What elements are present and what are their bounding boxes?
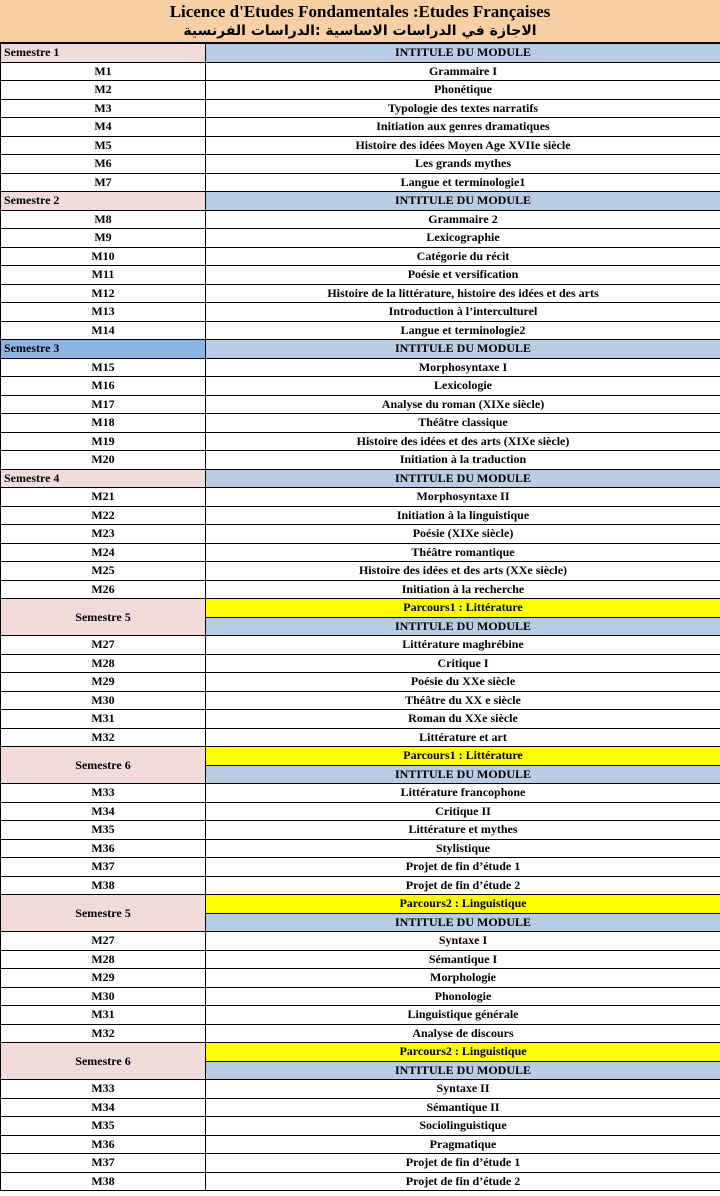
module-code: M1 xyxy=(1,62,206,81)
module-code: M27 xyxy=(1,932,206,951)
module-code: M10 xyxy=(1,247,206,266)
module-name: Initiation à la traduction xyxy=(206,451,720,470)
module-row xyxy=(1,1154,720,1173)
semester-label: Semestre 5 xyxy=(1,599,206,636)
module-code: M25 xyxy=(1,562,206,581)
module-row xyxy=(1,876,720,895)
module-row xyxy=(1,414,720,433)
module-row xyxy=(1,303,720,322)
module-row xyxy=(1,506,720,525)
modules-table xyxy=(0,43,720,1191)
module-code: M13 xyxy=(1,303,206,322)
module-name: Initiation aux genres dramatiques xyxy=(206,118,720,137)
module-row xyxy=(1,377,720,396)
module-name: Sociolinguistique xyxy=(206,1117,720,1136)
module-row xyxy=(1,1098,720,1117)
module-code: M23 xyxy=(1,525,206,544)
module-row xyxy=(1,1117,720,1136)
module-code: M28 xyxy=(1,950,206,969)
module-code: M32 xyxy=(1,728,206,747)
module-name: Projet de fin d’étude 2 xyxy=(206,1172,720,1191)
module-header: INTITULE DU MODULE xyxy=(206,44,720,63)
module-code: M16 xyxy=(1,377,206,396)
module-code: M6 xyxy=(1,155,206,174)
semester-label: Semestre 6 xyxy=(1,1043,206,1080)
module-name: Théâtre classique xyxy=(206,414,720,433)
module-row xyxy=(1,1080,720,1099)
module-code: M30 xyxy=(1,691,206,710)
module-name: Syntaxe I xyxy=(206,932,720,951)
module-name: Sémantique I xyxy=(206,950,720,969)
module-name: Littérature maghrébine xyxy=(206,636,720,655)
module-name: Sémantique II xyxy=(206,1098,720,1117)
module-row xyxy=(1,1024,720,1043)
module-row xyxy=(1,136,720,155)
module-code: M22 xyxy=(1,506,206,525)
module-row xyxy=(1,543,720,562)
module-row xyxy=(1,432,720,451)
module-row xyxy=(1,821,720,840)
module-header: INTITULE DU MODULE xyxy=(206,913,720,932)
module-name: Pragmatique xyxy=(206,1135,720,1154)
module-code: M38 xyxy=(1,1172,206,1191)
module-row xyxy=(1,81,720,100)
module-code: M24 xyxy=(1,543,206,562)
module-row xyxy=(1,839,720,858)
module-name: Poésie et versification xyxy=(206,266,720,285)
module-row xyxy=(1,728,720,747)
semester-label: Semestre 3 xyxy=(1,340,206,359)
module-name: Histoire des idées Moyen Age XVIIe siècle xyxy=(206,136,720,155)
module-name: Projet de fin d’étude 1 xyxy=(206,858,720,877)
module-row xyxy=(1,488,720,507)
module-name: Théâtre du XX e siècle xyxy=(206,691,720,710)
module-row xyxy=(1,691,720,710)
module-row xyxy=(1,784,720,803)
module-code: M4 xyxy=(1,118,206,137)
module-code: M12 xyxy=(1,284,206,303)
semester-row xyxy=(1,469,720,488)
module-name: Linguistique générale xyxy=(206,1006,720,1025)
module-name: Critique I xyxy=(206,654,720,673)
semester-row xyxy=(1,192,720,211)
page-header xyxy=(0,0,720,43)
module-header: INTITULE DU MODULE xyxy=(206,192,720,211)
parcours-label: Parcours2 : Linguistique xyxy=(206,1043,720,1062)
module-row xyxy=(1,247,720,266)
module-code: M26 xyxy=(1,580,206,599)
parcours-label: Parcours1 : Littérature xyxy=(206,599,720,618)
module-row xyxy=(1,525,720,544)
module-name: Catégorie du récit xyxy=(206,247,720,266)
module-code: M28 xyxy=(1,654,206,673)
module-row xyxy=(1,673,720,692)
module-row xyxy=(1,1172,720,1191)
module-name: Lexicologie xyxy=(206,377,720,396)
module-name: Grammaire 2 xyxy=(206,210,720,229)
module-name: Langue et terminologie1 xyxy=(206,173,720,192)
modules-table-body xyxy=(1,44,720,1191)
module-code: M11 xyxy=(1,266,206,285)
module-code: M21 xyxy=(1,488,206,507)
module-code: M9 xyxy=(1,229,206,248)
module-code: M30 xyxy=(1,987,206,1006)
semester-row xyxy=(1,599,720,618)
module-name: Morphologie xyxy=(206,969,720,988)
module-name: Poésie (XIXe siècle) xyxy=(206,525,720,544)
module-name: Analyse de discours xyxy=(206,1024,720,1043)
module-code: M19 xyxy=(1,432,206,451)
parcours-label: Parcours1 : Littérature xyxy=(206,747,720,766)
module-code: M32 xyxy=(1,1024,206,1043)
module-row xyxy=(1,395,720,414)
module-code: M36 xyxy=(1,839,206,858)
module-row xyxy=(1,580,720,599)
module-name: Histoire des idées et des arts (XIXe siècle) xyxy=(206,432,720,451)
module-name: Critique II xyxy=(206,802,720,821)
module-code: M7 xyxy=(1,173,206,192)
module-name: Analyse du roman (XIXe siècle) xyxy=(206,395,720,414)
module-name: Typologie des textes narratifs xyxy=(206,99,720,118)
module-name: Les grands mythes xyxy=(206,155,720,174)
module-row xyxy=(1,173,720,192)
module-header: INTITULE DU MODULE xyxy=(206,617,720,636)
module-row xyxy=(1,451,720,470)
module-row xyxy=(1,858,720,877)
module-row xyxy=(1,710,720,729)
module-name: Initiation à la linguistique xyxy=(206,506,720,525)
module-code: M33 xyxy=(1,784,206,803)
module-row xyxy=(1,950,720,969)
semester-label: Semestre 2 xyxy=(1,192,206,211)
module-name: Langue et terminologie2 xyxy=(206,321,720,340)
module-code: M37 xyxy=(1,858,206,877)
module-row xyxy=(1,284,720,303)
module-code: M5 xyxy=(1,136,206,155)
module-row xyxy=(1,562,720,581)
module-row xyxy=(1,321,720,340)
module-name: Poésie du XXe siècle xyxy=(206,673,720,692)
semester-label: Semestre 1 xyxy=(1,44,206,63)
module-code: M29 xyxy=(1,673,206,692)
module-code: M31 xyxy=(1,1006,206,1025)
module-row xyxy=(1,1135,720,1154)
parcours-label: Parcours2 : Linguistique xyxy=(206,895,720,914)
module-code: M35 xyxy=(1,821,206,840)
module-name: Stylistique xyxy=(206,839,720,858)
module-name: Littérature et mythes xyxy=(206,821,720,840)
module-row xyxy=(1,802,720,821)
module-code: M31 xyxy=(1,710,206,729)
module-name: Lexicographie xyxy=(206,229,720,248)
semester-label: Semestre 5 xyxy=(1,895,206,932)
module-name: Morphosyntaxe II xyxy=(206,488,720,507)
module-name: Histoire des idées et des arts (XXe siècle) xyxy=(206,562,720,581)
module-code: M34 xyxy=(1,1098,206,1117)
module-name: Initiation à la recherche xyxy=(206,580,720,599)
page-subtitle-arabic: الاجازة في الدراسات الاساسية :الدراسات الفرنسية xyxy=(183,23,537,39)
module-name: Littérature francophone xyxy=(206,784,720,803)
module-row xyxy=(1,99,720,118)
module-code: M3 xyxy=(1,99,206,118)
module-header: INTITULE DU MODULE xyxy=(206,1061,720,1080)
module-row xyxy=(1,155,720,174)
module-name: Phonologie xyxy=(206,987,720,1006)
module-code: M29 xyxy=(1,969,206,988)
module-row xyxy=(1,636,720,655)
page-title: Licence d'Etudes Fondamentales :Etudes Françaises xyxy=(169,2,551,21)
module-code: M18 xyxy=(1,414,206,433)
module-name: Phonétique xyxy=(206,81,720,100)
module-name: Grammaire I xyxy=(206,62,720,81)
semester-row xyxy=(1,44,720,63)
module-header: INTITULE DU MODULE xyxy=(206,469,720,488)
module-name: Histoire de la littérature, histoire des idées et des arts xyxy=(206,284,720,303)
module-row xyxy=(1,1006,720,1025)
module-code: M33 xyxy=(1,1080,206,1099)
module-code: M35 xyxy=(1,1117,206,1136)
module-row xyxy=(1,969,720,988)
module-name: Syntaxe II xyxy=(206,1080,720,1099)
module-name: Roman du XXe siècle xyxy=(206,710,720,729)
semester-row xyxy=(1,747,720,766)
module-code: M34 xyxy=(1,802,206,821)
semester-row xyxy=(1,895,720,914)
module-code: M37 xyxy=(1,1154,206,1173)
module-row xyxy=(1,987,720,1006)
module-row xyxy=(1,229,720,248)
module-row xyxy=(1,118,720,137)
semester-label: Semestre 4 xyxy=(1,469,206,488)
module-name: Introduction à l’interculturel xyxy=(206,303,720,322)
module-code: M38 xyxy=(1,876,206,895)
module-code: M27 xyxy=(1,636,206,655)
module-code: M15 xyxy=(1,358,206,377)
semester-row xyxy=(1,340,720,359)
module-name: Projet de fin d’étude 1 xyxy=(206,1154,720,1173)
semester-label: Semestre 6 xyxy=(1,747,206,784)
module-header: INTITULE DU MODULE xyxy=(206,765,720,784)
module-row xyxy=(1,62,720,81)
module-code: M36 xyxy=(1,1135,206,1154)
module-row xyxy=(1,358,720,377)
module-row xyxy=(1,654,720,673)
module-code: M20 xyxy=(1,451,206,470)
module-code: M2 xyxy=(1,81,206,100)
module-name: Morphosyntaxe I xyxy=(206,358,720,377)
module-row xyxy=(1,266,720,285)
module-row xyxy=(1,210,720,229)
module-name: Théâtre romantique xyxy=(206,543,720,562)
module-code: M17 xyxy=(1,395,206,414)
module-row xyxy=(1,932,720,951)
module-name: Projet de fin d’étude 2 xyxy=(206,876,720,895)
module-code: M8 xyxy=(1,210,206,229)
module-name: Littérature et art xyxy=(206,728,720,747)
module-code: M14 xyxy=(1,321,206,340)
semester-row xyxy=(1,1043,720,1062)
module-header: INTITULE DU MODULE xyxy=(206,340,720,359)
